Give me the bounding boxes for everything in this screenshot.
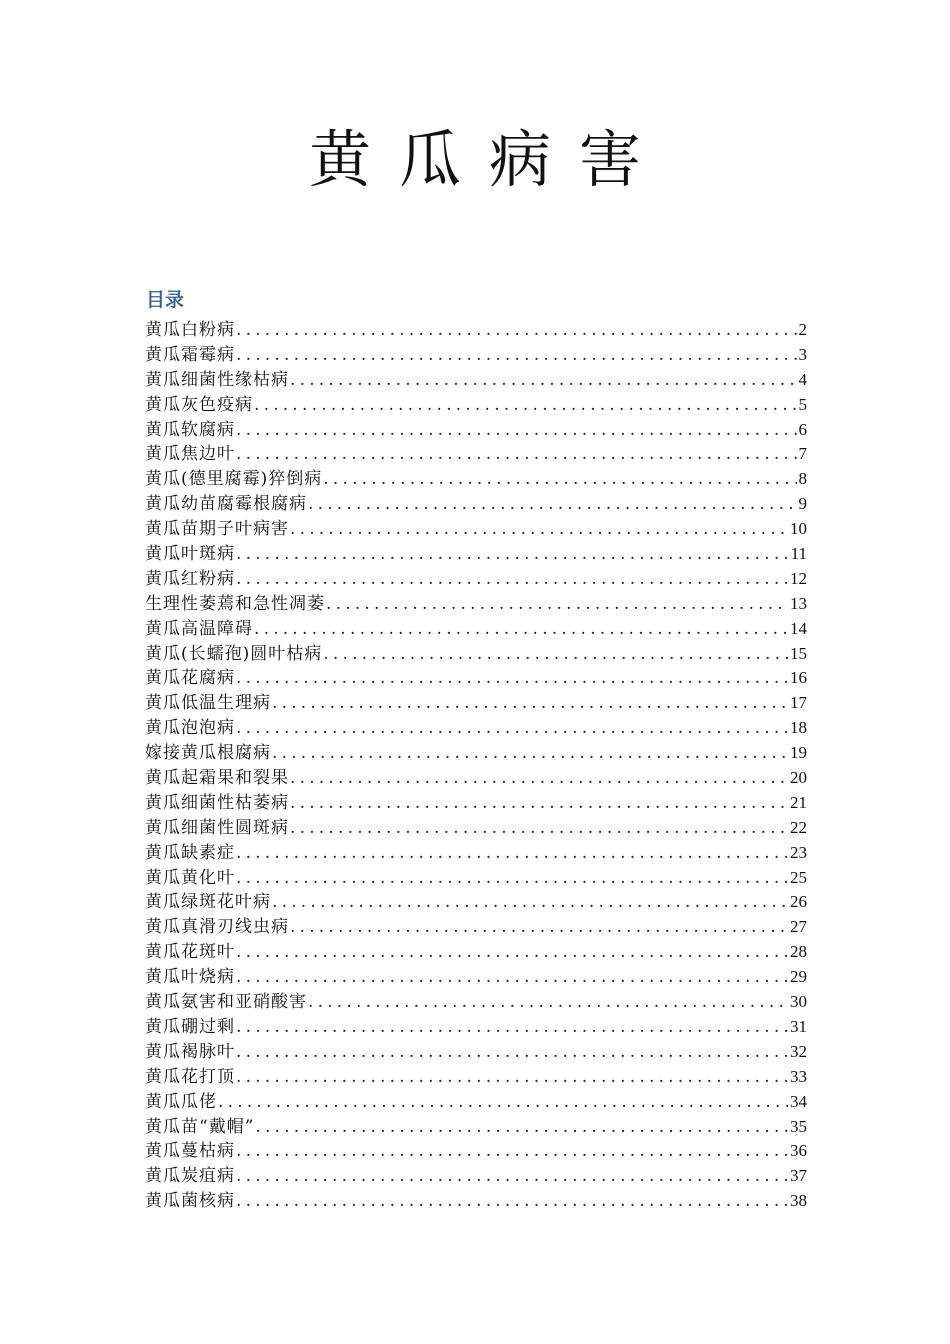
toc-page-number: 23: [790, 842, 807, 862]
toc-entry[interactable]: [145, 1062, 807, 1087]
toc-entry[interactable]: [145, 738, 807, 763]
toc-entry-title: 黄瓜起霜果和裂果: [145, 768, 289, 788]
toc-entry[interactable]: [145, 1161, 807, 1186]
toc-page-number: 8: [798, 469, 807, 489]
toc-dot-leader: [290, 818, 788, 838]
toc-entry-title: 黄瓜白粉病: [145, 320, 235, 340]
toc-entry[interactable]: [145, 838, 807, 863]
toc-entry[interactable]: [145, 340, 807, 365]
toc-entry-title: 黄瓜低温生理病: [145, 693, 271, 714]
toc-dot-leader: [236, 1191, 788, 1211]
toc-dot-leader: [272, 892, 788, 912]
toc-entry[interactable]: [145, 464, 807, 489]
toc-entry-title: 嫁接黄瓜根腐病: [145, 743, 271, 764]
toc-dot-leader: [236, 1017, 788, 1037]
toc-entry[interactable]: [145, 614, 807, 639]
toc-page-number: 36: [790, 1141, 807, 1161]
toc-entry[interactable]: [145, 439, 807, 464]
toc-dot-leader: [236, 444, 797, 464]
toc-page-number: 25: [790, 867, 807, 887]
toc-dot-leader: [323, 644, 788, 664]
toc-entry-title: 黄瓜霜霉病: [145, 344, 235, 365]
toc-page-number: 27: [790, 917, 807, 937]
toc-entry-title: 黄瓜(长蠕孢)圆叶枯病: [145, 643, 323, 664]
toc-entry-title: 黄瓜硼过剩: [145, 1016, 235, 1037]
toc-dot-leader: [218, 1092, 788, 1112]
toc-page-number: 5: [798, 394, 807, 414]
toc-entry-title: 黄瓜软腐病: [145, 419, 235, 440]
toc-entry[interactable]: [145, 1136, 807, 1161]
toc-page-number: 17: [790, 693, 807, 713]
toc-dot-leader: [326, 594, 788, 614]
toc-entry[interactable]: [145, 514, 807, 539]
toc-entry-title: 黄瓜黄化叶: [145, 867, 235, 888]
toc-page-number: 29: [790, 967, 807, 987]
toc-dot-leader: [236, 569, 788, 589]
toc-entry-title: 黄瓜细菌性枯萎病: [145, 792, 289, 813]
toc-page-number: 2: [798, 320, 807, 339]
toc-page-number: 22: [790, 817, 807, 837]
toc-page-number: 32: [790, 1041, 807, 1061]
toc-entry-title: 黄瓜叶烧病: [145, 967, 235, 988]
toc-page-number: 10: [790, 519, 807, 539]
toc-page-number: 35: [790, 1116, 807, 1136]
toc-page-number: 19: [790, 743, 807, 763]
toc-dot-leader: [236, 320, 797, 340]
toc-entry[interactable]: [145, 1112, 807, 1137]
toc-page-number: 21: [790, 792, 807, 812]
toc-entry[interactable]: [145, 639, 807, 664]
toc-dot-leader: [323, 469, 796, 489]
toc-page-number: 4: [798, 369, 807, 389]
toc-entry-title: 黄瓜苗“戴帽”: [145, 1116, 255, 1137]
toc-dot-leader: [236, 1141, 788, 1161]
toc-dot-leader: [254, 395, 797, 415]
toc-page-number: 9: [798, 494, 807, 514]
toc-dot-leader: [236, 345, 797, 365]
toc-page-number: 26: [790, 892, 807, 912]
toc-dot-leader: [236, 1042, 788, 1062]
toc-dot-leader: [236, 1067, 788, 1087]
toc-dot-leader: [236, 1166, 788, 1186]
toc-entry-title: 黄瓜蔓枯病: [145, 1141, 235, 1162]
toc-dot-leader: [236, 868, 788, 888]
toc-dot-leader: [308, 992, 788, 1012]
toc-dot-leader: [254, 619, 788, 639]
toc-entry-title: 黄瓜炭疽病: [145, 1166, 235, 1187]
toc-entry[interactable]: [145, 390, 807, 415]
toc-entry-title: 黄瓜焦边叶: [145, 444, 235, 465]
toc-dot-leader: [236, 967, 788, 987]
toc-dot-leader: [290, 519, 788, 539]
toc-dot-leader: [290, 917, 788, 937]
toc-dot-leader: [255, 1117, 788, 1137]
toc-entry-title: 黄瓜灰色疫病: [145, 394, 253, 415]
toc-entry[interactable]: [145, 987, 807, 1012]
toc-entry[interactable]: [145, 1087, 807, 1112]
toc-entry-title: 黄瓜细菌性缘枯病: [145, 369, 289, 390]
toc-entry-title: 黄瓜(德里腐霉)猝倒病: [145, 469, 323, 490]
toc-entry[interactable]: [145, 688, 807, 713]
toc-entry-title: 黄瓜泡泡病: [145, 718, 235, 739]
toc-entry-title: 黄瓜苗期子叶病害: [145, 519, 289, 540]
toc-entry-title: 黄瓜缺素症: [145, 842, 235, 863]
toc-entry-title: 黄瓜绿斑花叶病: [145, 892, 271, 913]
toc-entry-title: 黄瓜花打顶: [145, 1066, 235, 1087]
toc-page-number: 33: [790, 1066, 807, 1086]
toc-entry[interactable]: [145, 813, 807, 838]
toc-page-number: 12: [790, 568, 807, 588]
toc-entry[interactable]: [145, 589, 807, 614]
toc-heading: 目录: [146, 289, 185, 311]
toc-page-number: 3: [798, 344, 807, 364]
toc-page-number: 16: [790, 668, 807, 688]
toc-page-number: 34: [790, 1091, 807, 1111]
toc-dot-leader: [308, 494, 797, 514]
toc-entry[interactable]: [145, 912, 807, 937]
toc-entry-title: 黄瓜叶斑病: [145, 544, 235, 564]
toc-page-number: 30: [790, 992, 807, 1012]
toc-entry-title: 黄瓜花腐病: [145, 668, 235, 689]
toc-entry[interactable]: [145, 539, 807, 564]
toc-entry[interactable]: [145, 1037, 807, 1062]
toc-entry-title: 黄瓜瓜佬: [145, 1091, 217, 1112]
toc-entry[interactable]: [145, 1186, 807, 1211]
toc-entry[interactable]: [145, 713, 807, 738]
toc-page-number: 18: [790, 718, 807, 738]
toc-page-number: 6: [798, 419, 807, 439]
toc-entry-title: 黄瓜红粉病: [145, 568, 235, 589]
toc-entry[interactable]: [145, 863, 807, 888]
table-of-contents: [145, 315, 807, 1211]
toc-dot-leader: [236, 668, 788, 688]
toc-entry-title: 黄瓜褐脉叶: [145, 1041, 235, 1062]
toc-page-number: 20: [790, 768, 807, 788]
toc-page-number: 7: [798, 444, 807, 464]
toc-dot-leader: [272, 693, 788, 713]
toc-dot-leader: [290, 793, 788, 813]
toc-page-number: 11: [790, 544, 807, 564]
toc-entry[interactable]: [145, 1012, 807, 1037]
toc-page-number: 31: [790, 1016, 807, 1036]
toc-entry-title: 黄瓜氨害和亚硝酸害: [145, 992, 307, 1012]
toc-page-number: 15: [790, 643, 807, 663]
toc-entry-title: 生理性萎蔫和急性凋萎: [145, 593, 325, 614]
toc-entry-title: 黄瓜花斑叶: [145, 942, 235, 963]
toc-dot-leader: [236, 718, 788, 738]
toc-dot-leader: [236, 942, 788, 962]
toc-dot-leader: [290, 768, 788, 788]
toc-entry[interactable]: [145, 962, 807, 987]
toc-page-number: 38: [790, 1191, 807, 1211]
toc-entry-title: 黄瓜菌核病: [145, 1191, 235, 1212]
toc-dot-leader: [272, 743, 788, 763]
toc-entry[interactable]: [145, 564, 807, 589]
toc-dot-leader: [290, 370, 797, 390]
toc-entry[interactable]: [145, 937, 807, 962]
toc-entry[interactable]: [145, 887, 807, 912]
toc-entry-title: 黄瓜真滑刃线虫病: [145, 917, 289, 938]
toc-entry[interactable]: [145, 763, 807, 788]
toc-entry-title: 黄瓜高温障碍: [145, 618, 253, 639]
document-title: 黄瓜病害: [308, 123, 669, 196]
toc-entry[interactable]: [145, 365, 807, 390]
toc-dot-leader: [236, 843, 788, 863]
toc-entry[interactable]: [145, 415, 807, 440]
toc-entry[interactable]: [145, 315, 807, 340]
toc-page-number: 13: [790, 593, 807, 613]
toc-entry-title: 黄瓜幼苗腐霉根腐病: [145, 494, 307, 515]
toc-dot-leader: [236, 420, 797, 440]
toc-entry[interactable]: [145, 788, 807, 813]
toc-page-number: 14: [790, 618, 807, 638]
toc-entry[interactable]: [145, 489, 807, 514]
toc-entry[interactable]: [145, 663, 807, 688]
toc-entry-title: 黄瓜细菌性圆斑病: [145, 817, 289, 838]
toc-dot-leader: [236, 544, 789, 564]
toc-page-number: 37: [790, 1166, 807, 1186]
toc-page-number: 28: [790, 942, 807, 962]
